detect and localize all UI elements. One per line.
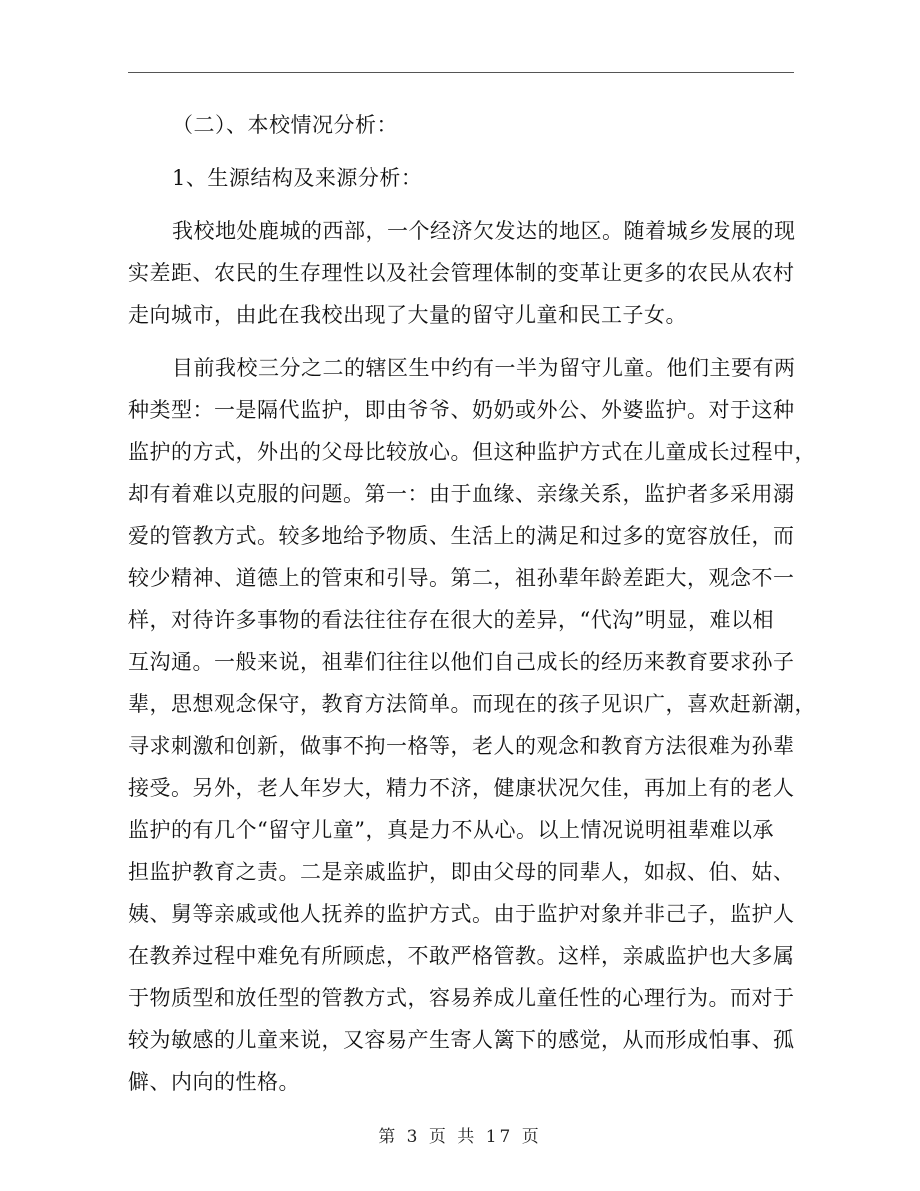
paragraph2-line: 种类型：一是隔代监护，即由爷爷、奶奶或外公、外婆监护。对于这种	[128, 398, 795, 422]
header-rule	[128, 72, 794, 73]
paragraph1-line: 我校地处鹿城的西部，一个经济欠发达的地区。随着城乡发展的现	[172, 219, 796, 243]
paragraph2-line: 爱的管教方式。较多地给予物质、生活上的满足和过多的宽容放任，而	[128, 524, 795, 548]
paragraph2-line: 较为敏感的儿童来说，又容易产生寄人篱下的感觉，从而形成怕事、孤	[128, 1028, 795, 1052]
paragraph2-line: 辈，思想观念保守，教育方法简单。而现在的孩子见识广，喜欢赶新潮，	[128, 692, 816, 716]
paragraph2-line: 姨、舅等亲戚或他人抚养的监护方式。由于监护对象并非己子，监护人	[128, 902, 795, 926]
paragraph2-line: 目前我校三分之二的辖区生中约有一半为留守儿童。他们主要有两	[172, 356, 796, 380]
paragraph1-line: 走向城市，由此在我校出现了大量的留守儿童和民工子女。	[128, 303, 687, 327]
paragraph2-line: 样，对待许多事物的看法往往存在很大的差异，“代沟”明显，难以相	[128, 608, 774, 632]
paragraph2-line: 监护的有几个“留守儿童”，真是力不从心。以上情况说明祖辈难以承	[128, 818, 774, 842]
paragraph2-line: 接受。另外，老人年岁大，精力不济，健康状况欠佳，再加上有的老人	[128, 776, 795, 800]
paragraph2-line: 在教养过程中难免有所顾虑，不敢严格管教。这样，亲戚监护也大多属	[128, 944, 795, 968]
subsection-heading: 1、生源结构及来源分析：	[172, 166, 423, 190]
section-heading: （二）、本校情况分析：	[172, 113, 398, 137]
paragraph2-line: 寻求刺激和创新，做事不拘一格等，老人的观念和教育方法很难为孙辈	[128, 734, 795, 758]
paragraph2-line: 担监护教育之责。二是亲戚监护，即由父母的同辈人，如叔、伯、姑、	[128, 860, 795, 884]
paragraph2-line: 于物质型和放任型的管教方式，容易养成儿童任性的心理行为。而对于	[128, 986, 795, 1010]
page-footer: 第 3 页 共 17 页	[378, 1127, 542, 1147]
paragraph2-line: 互沟通。一般来说，祖辈们往往以他们自己成长的经历来教育要求孙子	[128, 650, 795, 674]
paragraph2-line: 较少精神、道德上的管束和引导。第二，祖孙辈年龄差距大，观念不一	[128, 566, 795, 590]
paragraph1-line: 实差距、农民的生存理性以及社会管理体制的变革让更多的农民从农村	[128, 261, 795, 285]
paragraph2-line: 僻、内向的性格。	[128, 1070, 300, 1094]
paragraph2-line: 监护的方式，外出的父母比较放心。但这种监护方式在儿童成长过程中，	[128, 440, 816, 464]
paragraph2-line: 却有着难以克服的问题。第一：由于血缘、亲缘关系，监护者多采用溺	[128, 482, 795, 506]
